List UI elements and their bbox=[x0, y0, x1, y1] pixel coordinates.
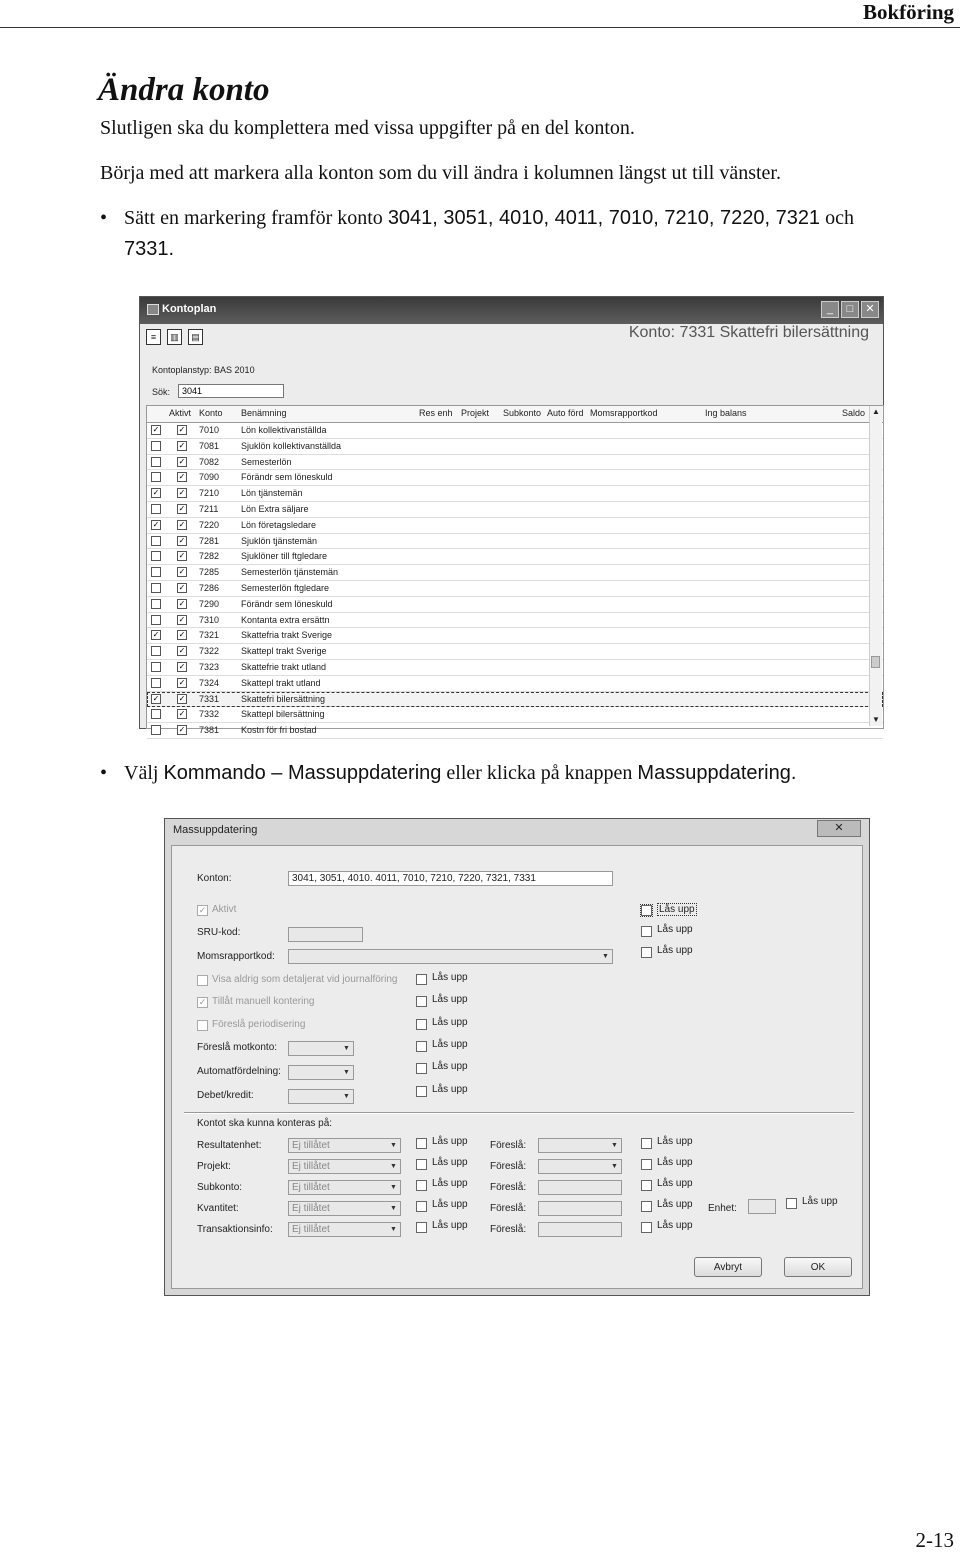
mark-checkbox[interactable]: ✓ bbox=[152, 630, 160, 640]
intro-paragraph-1: Slutligen ska du komplettera med vissa uppgifter på en del konton. bbox=[100, 117, 635, 139]
aktivt-checkbox[interactable]: ✓ bbox=[178, 709, 186, 719]
aktivt-checkbox[interactable]: ✓ bbox=[198, 905, 207, 915]
benamning-cell: Lön tjänstemän bbox=[241, 488, 303, 499]
las-upp-checkbox[interactable] bbox=[416, 1159, 427, 1170]
mark-checkbox[interactable] bbox=[151, 457, 161, 467]
search-label: Sök: bbox=[152, 387, 171, 397]
table-row[interactable] bbox=[147, 707, 883, 723]
table-row[interactable] bbox=[147, 423, 883, 439]
konto-cell: 7331 bbox=[199, 693, 220, 704]
foresla-input[interactable] bbox=[538, 1180, 622, 1195]
foresla-label: Föreslå: bbox=[490, 1203, 527, 1214]
mark-checkbox[interactable] bbox=[151, 551, 161, 561]
account-grid bbox=[146, 405, 884, 736]
resultatenhet-label: Resultatenhet: bbox=[197, 1140, 262, 1151]
col-auto-ford[interactable]: Auto förd bbox=[547, 408, 584, 418]
scroll-thumb[interactable] bbox=[871, 656, 880, 668]
table-row[interactable] bbox=[147, 455, 883, 471]
las-upp-checkbox[interactable] bbox=[416, 1063, 427, 1074]
aktivt-checkbox[interactable]: ✓ bbox=[178, 535, 186, 545]
konto-cell: 7081 bbox=[199, 440, 220, 451]
mark-checkbox[interactable]: ✓ bbox=[152, 693, 160, 703]
las-upp-checkbox[interactable] bbox=[416, 1222, 427, 1233]
las-upp-checkbox[interactable] bbox=[641, 1201, 652, 1212]
enhet-label: Enhet: bbox=[708, 1203, 737, 1214]
col-momsrapportkod[interactable]: Momsrapportkod bbox=[590, 408, 658, 418]
foresla-select[interactable] bbox=[538, 1159, 622, 1174]
las-upp-label: Lås upp bbox=[657, 1199, 693, 1210]
chevron-down-icon: ▼ bbox=[602, 953, 609, 960]
las-upp-label: Lås upp bbox=[432, 972, 468, 983]
las-upp-checkbox[interactable] bbox=[416, 996, 427, 1007]
enhet-input[interactable] bbox=[748, 1199, 776, 1214]
aktivt-checkbox[interactable]: ✓ bbox=[178, 567, 186, 577]
benamning-cell: Skattefria trakt Sverige bbox=[241, 630, 333, 641]
mark-checkbox[interactable] bbox=[151, 662, 161, 672]
tillat-manuell-checkbox[interactable]: ✓ bbox=[198, 997, 207, 1007]
benamning-cell: Skattefrie trakt utland bbox=[241, 661, 327, 672]
chevron-down-icon: ▼ bbox=[343, 1045, 350, 1052]
maximize-icon[interactable]: □ bbox=[841, 301, 859, 318]
benamning-cell: Sjuklön tjänstemän bbox=[241, 535, 318, 546]
konto-cell: 7322 bbox=[199, 646, 220, 657]
chevron-down-icon: ▼ bbox=[343, 1069, 350, 1076]
mark-checkbox[interactable] bbox=[151, 536, 161, 546]
las-upp-label: Lås upp bbox=[432, 1061, 468, 1072]
las-upp-checkbox[interactable] bbox=[416, 1041, 427, 1052]
konto-cell: 7381 bbox=[199, 725, 220, 736]
foresla-input[interactable] bbox=[538, 1222, 622, 1237]
col-res-enh[interactable]: Res enh bbox=[419, 408, 453, 418]
table-row[interactable] bbox=[147, 518, 883, 534]
sru-label: SRU-kod: bbox=[197, 927, 241, 938]
table-row[interactable] bbox=[147, 534, 883, 550]
konto-cell: 7220 bbox=[199, 519, 220, 530]
las-upp-checkbox[interactable] bbox=[416, 1019, 427, 1030]
konto-cell: 7290 bbox=[199, 598, 220, 609]
chevron-down-icon: ▼ bbox=[343, 1093, 350, 1100]
scroll-down-icon[interactable]: ▼ bbox=[872, 715, 880, 724]
benamning-cell: Skattepl trakt Sverige bbox=[241, 646, 327, 657]
las-upp-checkbox[interactable] bbox=[641, 926, 652, 937]
konto-cell: 7324 bbox=[199, 677, 220, 688]
section-divider bbox=[184, 1112, 854, 1114]
table-row[interactable] bbox=[147, 660, 883, 676]
konto-cell: 7090 bbox=[199, 472, 220, 483]
las-upp-label: Lås upp bbox=[657, 1136, 693, 1147]
las-upp-label: Lås upp bbox=[432, 1017, 468, 1028]
kvantitet-value: Ej tillåtet bbox=[292, 1203, 330, 1214]
konto-cell: 7310 bbox=[199, 614, 220, 625]
aktivt-checkbox[interactable]: ✓ bbox=[178, 614, 186, 624]
konto-cell: 7210 bbox=[199, 488, 220, 499]
grid-header bbox=[147, 406, 883, 423]
chevron-down-icon: ▼ bbox=[390, 1163, 397, 1170]
benamning-cell: Skattepl bilersättning bbox=[241, 709, 325, 720]
debet-select[interactable] bbox=[288, 1089, 354, 1104]
las-upp-label: Lås upp bbox=[432, 994, 468, 1005]
mark-checkbox[interactable] bbox=[151, 599, 161, 609]
subkonto-label: Subkonto: bbox=[197, 1182, 243, 1193]
las-upp-checkbox[interactable] bbox=[641, 1159, 652, 1170]
transaktionsinfo-value: Ej tillåtet bbox=[292, 1224, 330, 1235]
bullet1-text-a: Sätt en markering framför konto bbox=[124, 207, 388, 229]
benamning-cell: Semesterlön tjänstemän bbox=[241, 567, 339, 578]
kvantitet-select[interactable] bbox=[288, 1201, 401, 1216]
benamning-cell: Skattefri bilersättning bbox=[241, 693, 326, 704]
mark-checkbox[interactable] bbox=[151, 504, 161, 514]
periodisering-checkbox[interactable] bbox=[197, 1020, 208, 1031]
col-projekt[interactable]: Projekt bbox=[461, 408, 490, 418]
projekt-select[interactable] bbox=[288, 1159, 401, 1174]
bullet-symbol: • bbox=[100, 762, 108, 784]
kontoplan-window bbox=[139, 296, 884, 736]
book-icon[interactable]: ▥ bbox=[167, 329, 182, 345]
benamning-cell: Lön Extra säljare bbox=[241, 503, 309, 514]
foresla-label: Föreslå: bbox=[490, 1161, 527, 1172]
aktivt-checkbox[interactable]: ✓ bbox=[178, 630, 186, 640]
foresla-label: Föreslå: bbox=[490, 1140, 527, 1151]
foresla-label: Föreslå: bbox=[490, 1182, 527, 1193]
chevron-down-icon: ▼ bbox=[390, 1184, 397, 1191]
chevron-down-icon: ▼ bbox=[611, 1142, 618, 1149]
transaktionsinfo-select[interactable] bbox=[288, 1222, 401, 1237]
las-upp-label: Lås upp bbox=[432, 1220, 468, 1231]
window-icon bbox=[147, 304, 159, 315]
table-row[interactable] bbox=[147, 439, 883, 455]
bullet-symbol: • bbox=[100, 207, 108, 229]
benamning-cell: Semesterlön ftgledare bbox=[241, 582, 330, 593]
periodisering-label: Föreslå periodisering bbox=[212, 1019, 306, 1030]
transaktionsinfo-label: Transaktionsinfo: bbox=[197, 1224, 273, 1235]
las-upp-label: Lås upp bbox=[802, 1196, 838, 1207]
konto-cell: 7281 bbox=[199, 535, 220, 546]
tillat-manuell-label: Tillåt manuell kontering bbox=[212, 996, 315, 1007]
grid-rows bbox=[147, 423, 883, 739]
close-icon[interactable]: ✕ bbox=[861, 301, 879, 318]
las-upp-checkbox[interactable] bbox=[641, 1180, 652, 1191]
projekt-value: Ej tillåtet bbox=[292, 1161, 330, 1172]
las-upp-label: Lås upp bbox=[657, 1220, 693, 1231]
las-upp-checkbox[interactable] bbox=[641, 1138, 652, 1149]
aktivt-checkbox[interactable]: ✓ bbox=[178, 440, 186, 450]
col-saldo[interactable]: Saldo bbox=[842, 408, 866, 418]
mark-checkbox[interactable]: ✓ bbox=[152, 425, 160, 434]
table-row[interactable] bbox=[147, 628, 883, 644]
aktivt-checkbox[interactable]: ✓ bbox=[178, 519, 186, 529]
foresla-input[interactable] bbox=[538, 1201, 622, 1216]
las-upp-label: Lås upp bbox=[432, 1084, 468, 1095]
aktivt-checkbox[interactable]: ✓ bbox=[178, 646, 186, 656]
mark-checkbox[interactable] bbox=[151, 725, 161, 735]
aktivt-checkbox[interactable]: ✓ bbox=[178, 677, 186, 687]
benamning-cell: Lön företagsledare bbox=[241, 519, 317, 530]
las-upp-checkbox[interactable] bbox=[416, 1138, 427, 1149]
automat-label: Automatfördelning: bbox=[197, 1066, 281, 1077]
mark-checkbox[interactable]: ✓ bbox=[152, 488, 160, 498]
aktivt-label: Aktivt bbox=[212, 904, 237, 915]
table-row[interactable] bbox=[147, 692, 883, 708]
chevron-down-icon: ▼ bbox=[611, 1163, 618, 1170]
foresla-label: Föreslå: bbox=[490, 1224, 527, 1235]
bullet2-text-c: eller klicka på knappen bbox=[441, 762, 638, 784]
mark-checkbox[interactable] bbox=[151, 678, 161, 688]
table-row[interactable] bbox=[147, 549, 883, 565]
kontoplan-titlebar bbox=[140, 297, 883, 324]
table-row[interactable] bbox=[147, 565, 883, 581]
las-upp-label: Lås upp bbox=[432, 1157, 468, 1168]
debet-label: Debet/kredit: bbox=[197, 1090, 254, 1101]
benamning-cell: Förändr sem löneskuld bbox=[241, 472, 333, 483]
mark-checkbox[interactable] bbox=[151, 646, 161, 656]
mark-checkbox[interactable] bbox=[151, 709, 161, 719]
print-icon[interactable]: ▤ bbox=[188, 329, 203, 345]
las-upp-checkbox[interactable] bbox=[641, 947, 652, 958]
benamning-cell: Kontanta extra ersättn bbox=[241, 614, 330, 625]
konto-cell: 7211 bbox=[199, 503, 219, 514]
moms-label: Momsrapportkod: bbox=[197, 951, 275, 962]
aktivt-checkbox[interactable]: ✓ bbox=[178, 503, 186, 513]
current-account-header: Konto: 7331 Skattefri bilersättning bbox=[628, 324, 869, 341]
close-icon[interactable]: ✕ bbox=[817, 820, 861, 837]
table-row[interactable] bbox=[147, 486, 883, 502]
las-upp-label: Lås upp bbox=[432, 1199, 468, 1210]
bullet-mass-update bbox=[100, 758, 960, 789]
konto-cell: 7321 bbox=[199, 630, 220, 641]
table-row[interactable] bbox=[147, 502, 883, 518]
konton-label: Konton: bbox=[197, 873, 232, 884]
subkonto-select[interactable] bbox=[288, 1180, 401, 1195]
konto-cell: 7323 bbox=[199, 661, 220, 672]
bullet1-accounts: 3041, 3051, 4010, 4011, 7010, 7210, 7220, 7321 bbox=[387, 207, 821, 229]
aktivt-checkbox[interactable]: ✓ bbox=[178, 725, 186, 735]
las-upp-label: Lås upp bbox=[657, 945, 693, 956]
las-upp-checkbox[interactable] bbox=[641, 1222, 652, 1233]
benamning-cell: Semesterlön bbox=[241, 456, 292, 467]
subkonto-value: Ej tillåtet bbox=[292, 1182, 330, 1193]
motkonto-label: Föreslå motkonto: bbox=[197, 1042, 278, 1053]
aktivt-checkbox[interactable]: ✓ bbox=[178, 661, 186, 671]
running-head: Bokföring bbox=[862, 0, 954, 24]
sru-input[interactable] bbox=[288, 927, 363, 942]
las-upp-label: Lås upp bbox=[657, 1157, 693, 1168]
las-upp-label: Lås upp bbox=[432, 1178, 468, 1189]
benamning-cell: Förändr sem löneskuld bbox=[241, 598, 333, 609]
table-row[interactable] bbox=[147, 613, 883, 629]
visa-aldrig-checkbox[interactable] bbox=[197, 975, 208, 986]
moms-select[interactable] bbox=[288, 949, 613, 964]
bullet2-button-name: Massuppdatering. bbox=[637, 762, 797, 784]
chevron-down-icon: ▼ bbox=[390, 1205, 397, 1212]
massuppdatering-dialog bbox=[164, 818, 870, 1296]
col-subkonto[interactable]: Subkonto bbox=[503, 408, 542, 418]
ok-button[interactable]: OK bbox=[784, 1257, 852, 1277]
kontering-section-label: Kontot ska kunna konteras på: bbox=[197, 1118, 333, 1129]
scroll-up-icon[interactable]: ▲ bbox=[872, 407, 880, 416]
las-upp-label: Lås upp bbox=[432, 1136, 468, 1147]
minimize-icon[interactable]: _ bbox=[821, 301, 839, 318]
aktivt-checkbox[interactable]: ✓ bbox=[178, 456, 186, 466]
mark-checkbox[interactable] bbox=[151, 567, 161, 577]
mark-checkbox[interactable] bbox=[151, 472, 161, 482]
aktivt-checkbox[interactable]: ✓ bbox=[178, 582, 186, 592]
aktivt-checkbox[interactable]: ✓ bbox=[178, 425, 186, 434]
resultatenhet-value: Ej tillåtet bbox=[292, 1140, 330, 1151]
konto-cell: 7010 bbox=[199, 425, 220, 435]
las-upp-label: Lås upp bbox=[432, 1039, 468, 1050]
bullet1-last-account: 7331. bbox=[124, 238, 175, 260]
dialog-body bbox=[171, 845, 863, 1289]
foresla-select[interactable] bbox=[538, 1138, 622, 1153]
aktivt-checkbox[interactable]: ✓ bbox=[178, 472, 186, 482]
konton-input[interactable]: 3041, 3051, 4010. 4011, 7010, 7210, 7220, 7321, 7331 bbox=[288, 871, 613, 886]
las-upp-checkbox[interactable] bbox=[416, 1201, 427, 1212]
aktivt-checkbox[interactable]: ✓ bbox=[178, 693, 186, 703]
las-upp-checkbox[interactable] bbox=[786, 1198, 797, 1209]
mark-checkbox[interactable]: ✓ bbox=[152, 519, 160, 529]
benamning-cell: Sjuklöner till ftgledare bbox=[241, 551, 328, 562]
intro-paragraph-2: Börja med att markera alla konton som du vill ändra i kolumnen längst ut till vänster. bbox=[100, 162, 781, 184]
las-upp-checkbox[interactable] bbox=[416, 1180, 427, 1191]
las-upp-checkbox[interactable] bbox=[416, 1086, 427, 1097]
chevron-down-icon: ▼ bbox=[390, 1226, 397, 1233]
col-konto[interactable]: Konto bbox=[199, 408, 223, 418]
konto-cell: 7332 bbox=[199, 709, 220, 720]
mark-checkbox[interactable] bbox=[151, 583, 161, 593]
konto-cell: 7282 bbox=[199, 551, 220, 562]
avbryt-button[interactable]: Avbryt bbox=[694, 1257, 762, 1277]
aktivt-checkbox[interactable]: ✓ bbox=[178, 598, 186, 608]
konto-cell: 7286 bbox=[199, 582, 220, 593]
las-upp-label: Lås upp bbox=[657, 924, 693, 935]
resultatenhet-select[interactable] bbox=[288, 1138, 401, 1153]
table-row[interactable] bbox=[147, 597, 883, 613]
las-upp-checkbox[interactable] bbox=[641, 905, 652, 916]
bullet-mark-accounts bbox=[100, 203, 960, 265]
bullet1-text-c: och bbox=[820, 207, 854, 229]
section-heading: Ändra konto bbox=[98, 72, 270, 108]
table-row[interactable] bbox=[147, 470, 883, 486]
chevron-down-icon: ▼ bbox=[390, 1142, 397, 1149]
table-row[interactable] bbox=[147, 676, 883, 692]
vertical-scrollbar[interactable] bbox=[869, 406, 882, 726]
automat-select[interactable] bbox=[288, 1065, 354, 1080]
bullet2-text-a: Välj bbox=[124, 762, 164, 784]
projekt-label: Projekt: bbox=[197, 1161, 231, 1172]
aktivt-checkbox[interactable]: ✓ bbox=[178, 551, 186, 561]
motkonto-select[interactable] bbox=[288, 1041, 354, 1056]
kontoplan-title: Kontoplan bbox=[162, 303, 217, 315]
aktivt-checkbox[interactable]: ✓ bbox=[178, 488, 186, 498]
col-benamning[interactable]: Benämning bbox=[241, 408, 287, 418]
table-row[interactable] bbox=[147, 644, 883, 660]
las-upp-label: Lås upp bbox=[657, 1178, 693, 1189]
mark-checkbox[interactable] bbox=[151, 615, 161, 625]
table-row[interactable] bbox=[147, 581, 883, 597]
benamning-cell: Kostn för fri bostad bbox=[241, 725, 317, 736]
col-aktivt[interactable]: Aktivt bbox=[169, 408, 192, 418]
las-upp-checkbox[interactable] bbox=[416, 974, 427, 985]
header-rule bbox=[0, 27, 960, 28]
col-ing-balans[interactable]: Ing balans bbox=[705, 408, 747, 418]
mark-checkbox[interactable] bbox=[151, 441, 161, 451]
search-input[interactable] bbox=[178, 384, 284, 398]
visa-aldrig-label: Visa aldrig som detaljerat vid journalföring bbox=[212, 974, 398, 985]
filter-icon[interactable]: ≡ bbox=[146, 329, 161, 345]
dialog-title: Massuppdatering bbox=[173, 824, 258, 836]
kvantitet-label: Kvantitet: bbox=[197, 1203, 239, 1214]
benamning-cell: Sjuklön kollektivanställda bbox=[241, 440, 342, 451]
bullet2-command: Kommando – Massuppdatering bbox=[163, 762, 442, 784]
table-row[interactable] bbox=[147, 723, 883, 739]
toolbar bbox=[146, 329, 211, 347]
kontoplanstyp-label: Kontoplanstyp: BAS 2010 bbox=[152, 365, 255, 375]
benamning-cell: Skattepl trakt utland bbox=[241, 677, 321, 688]
konto-cell: 7082 bbox=[199, 456, 220, 467]
las-upp-label: Lås upp bbox=[659, 904, 695, 915]
page-number: 2-13 bbox=[915, 1528, 954, 1552]
konto-cell: 7285 bbox=[199, 567, 220, 578]
benamning-cell: Lön kollektivanställda bbox=[241, 425, 327, 435]
